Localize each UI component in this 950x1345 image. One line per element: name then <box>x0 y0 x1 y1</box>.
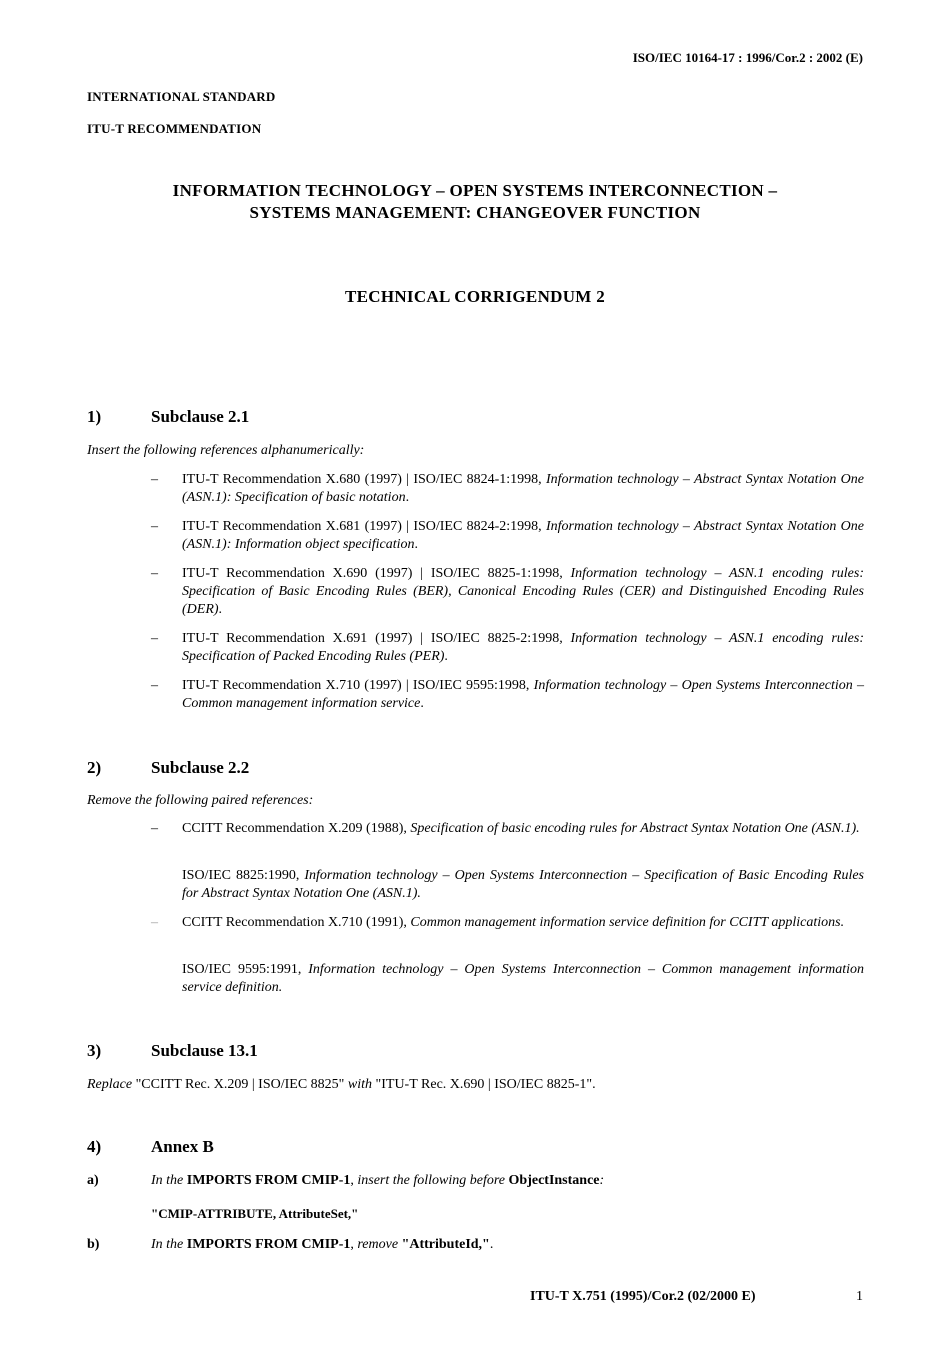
list-bullet: – <box>151 566 158 581</box>
reference-item: ITU-T Recommendation X.690 (1997) | ISO/IEC 8825-1:1998, Information technology – ASN.1 encoding rules: Specification of Basic Encoding Rules (BER), Canonical Encoding Rules (CER) and Distinguished Encoding Rules (DER). <box>182 566 864 617</box>
item-b-label: b) <box>87 1237 100 1252</box>
removed-reference-item: ISO/IEC 8825:1990, Information technology – Open Systems Interconnection – Specification of Basic Encoding Rules for Abstract Syntax Notation One (ASN.1). <box>182 868 864 901</box>
section-2-title: Subclause 2.2 <box>151 758 250 777</box>
item-a-text: In the IMPORTS FROM CMIP-1, insert the following before ObjectInstance: <box>151 1173 605 1188</box>
removed-reference-item: CCITT Recommendation X.209 (1988), Specification of basic encoding rules for Abstract Syntax Notation One (ASN.1). <box>182 821 860 836</box>
subtitle: TECHNICAL CORRIGENDUM 2 <box>344 287 606 306</box>
title-line-1: INFORMATION TECHNOLOGY – OPEN SYSTEMS INTERCONNECTION – <box>172 181 778 200</box>
section-1-instruction: Insert the following references alphanumerically: <box>87 443 365 458</box>
section-2-number: 2) <box>87 758 102 777</box>
item-b-text: In the IMPORTS FROM CMIP-1, remove "AttributeId,". <box>151 1237 494 1252</box>
list-bullet: – <box>151 631 158 646</box>
removed-reference-item: CCITT Recommendation X.710 (1991), Common management information service definition for CCITT applications. <box>182 915 845 930</box>
international-standard-label: INTERNATIONAL STANDARD <box>87 89 276 104</box>
itu-recommendation-label: ITU-T RECOMMENDATION <box>87 121 262 136</box>
section-1-number: 1) <box>87 407 102 426</box>
list-bullet: – <box>151 472 158 487</box>
removed-reference-item: ISO/IEC 9595:1991, Information technology – Open Systems Interconnection – Common management information service definition. <box>182 962 864 995</box>
section-1-title: Subclause 2.1 <box>151 407 250 426</box>
reference-item: ITU-T Recommendation X.710 (1997) | ISO/IEC 9595:1998, Information technology – Open Systems Interconnection – Common management information service. <box>182 678 864 711</box>
section-2-instruction: Remove the following paired references: <box>87 793 314 808</box>
list-bullet: – <box>151 915 158 930</box>
reference-item: ITU-T Recommendation X.691 (1997) | ISO/IEC 8825-2:1998, Information technology – ASN.1 encoding rules: Specification of Packed Encoding Rules (PER). <box>182 631 864 664</box>
list-bullet: – <box>151 678 158 693</box>
item-a-label: a) <box>87 1173 99 1188</box>
footer-recommendation: ITU-T X.751 (1995)/Cor.2 (02/2000 E) <box>530 1289 756 1304</box>
section-4-number: 4) <box>87 1137 102 1156</box>
section-3-replace-text: Replace "CCITT Rec. X.209 | ISO/IEC 8825" with "ITU-T Rec. X.690 | ISO/IEC 8825-1". <box>87 1077 596 1092</box>
item-a-code: "CMIP-ATTRIBUTE, AttributeSet," <box>151 1206 359 1221</box>
page-number: 1 <box>856 1289 863 1304</box>
section-4-title: Annex B <box>151 1137 214 1156</box>
reference-item: ITU-T Recommendation X.680 (1997) | ISO/IEC 8824-1:1998, Information technology – Abstract Syntax Notation One (ASN.1): Specification of basic notation. <box>182 472 865 505</box>
document-reference: ISO/IEC 10164-17 : 1996/Cor.2 : 2002 (E) <box>632 50 863 65</box>
title-line-2: SYSTEMS MANAGEMENT: CHANGEOVER FUNCTION <box>249 203 701 222</box>
reference-item: ITU-T Recommendation X.681 (1997) | ISO/IEC 8824-2:1998, Information technology – Abstract Syntax Notation One (ASN.1): Information object specification. <box>182 519 865 552</box>
section-3-title: Subclause 13.1 <box>151 1041 258 1060</box>
list-bullet: – <box>151 519 158 534</box>
list-bullet: – <box>151 821 158 836</box>
section-3-number: 3) <box>87 1041 102 1060</box>
